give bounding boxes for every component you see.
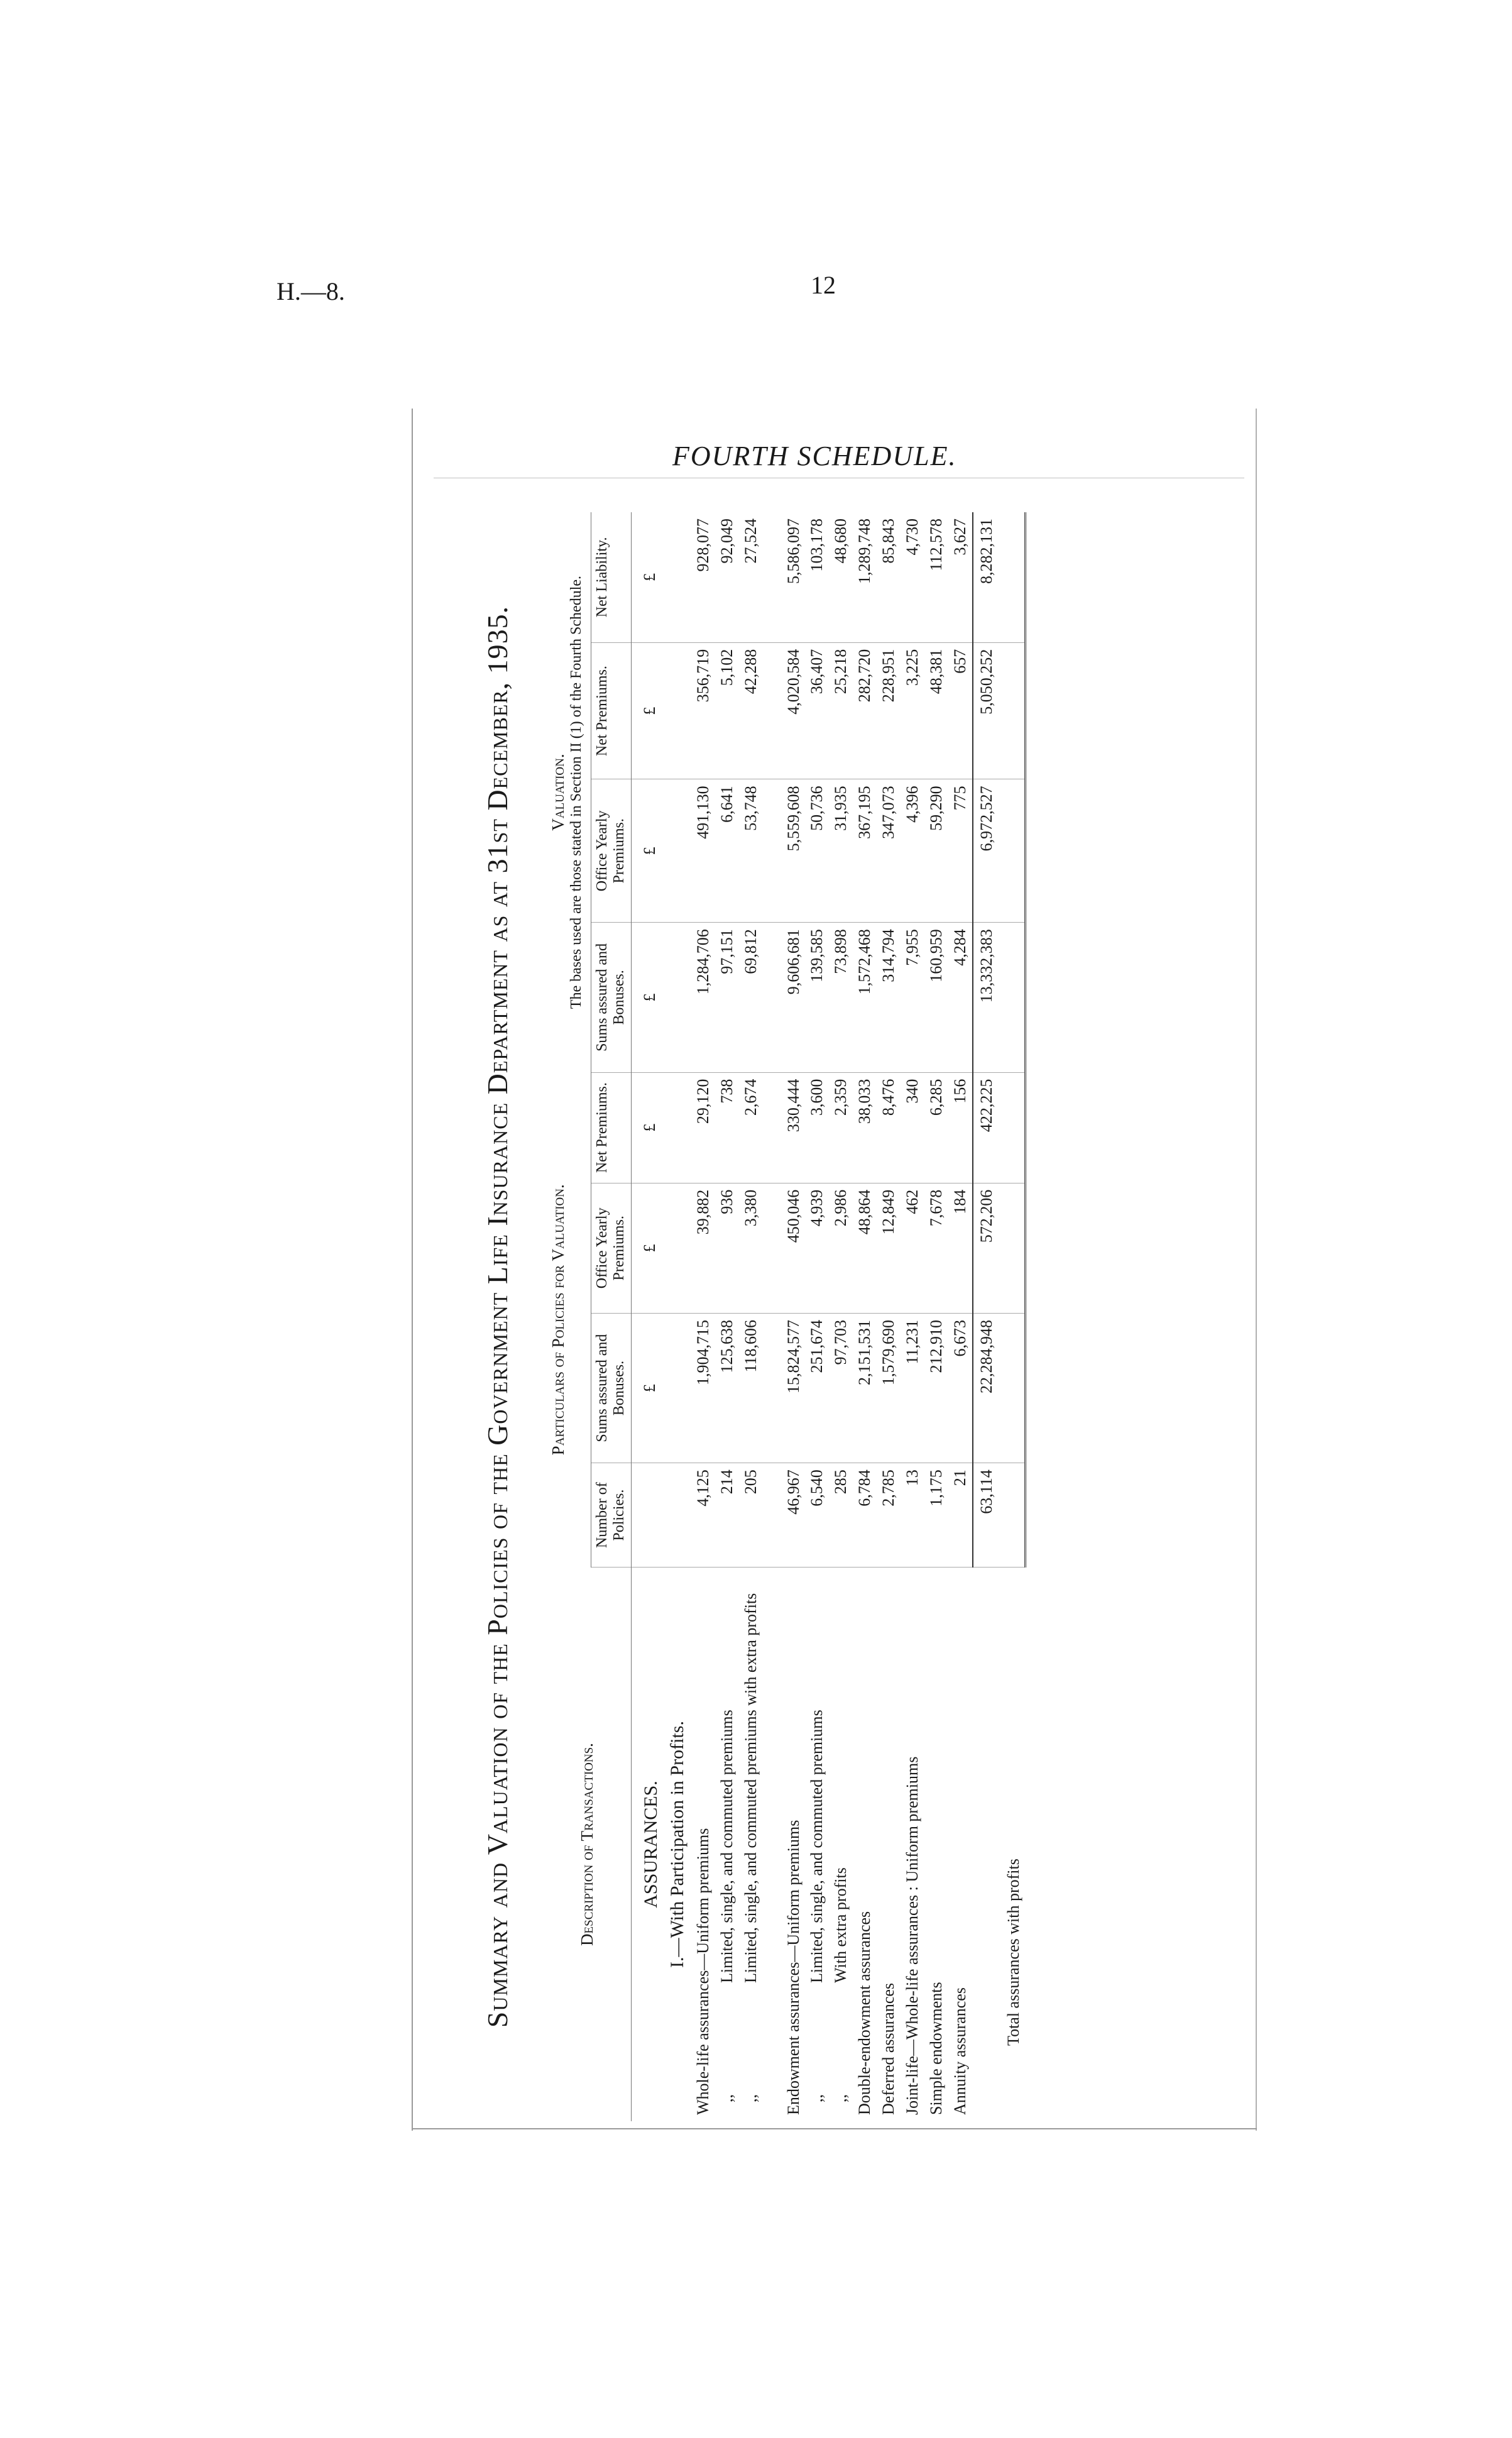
cell-v-sums: 1,284,706 (691, 923, 715, 1072)
cell-v-sums: 139,585 (805, 923, 829, 1072)
currency-sums: £ (631, 1313, 664, 1463)
currency-v-office: £ (631, 779, 664, 923)
currency-v-net: £ (631, 642, 664, 779)
cell-v-liability: 27,524 (739, 512, 763, 642)
row-label (805, 1568, 829, 2122)
row-label-text: Limited, single, and commuted premiums (808, 1710, 826, 1983)
cell-net-premiums: 6,285 (924, 1072, 948, 1183)
cell-sums: 6,673 (948, 1313, 973, 1463)
valuation-heading: Valuation. (549, 754, 567, 831)
cell-v-net: 4,020,584 (782, 642, 806, 779)
page-header-code: H.—8. (277, 277, 345, 305)
row-label: Double-endowment assurances (855, 1911, 874, 2115)
cell-policies: 205 (739, 1463, 763, 1568)
cell-v-office: 6,972,527 (973, 779, 1026, 923)
currency-office: £ (631, 1183, 664, 1313)
group-header-particulars: Particulars of Policies for Valuation. (544, 1072, 591, 1567)
row-label (739, 1568, 763, 2122)
cell-office-premiums: 572,206 (973, 1183, 1026, 1313)
cell-sums: 1,904,715 (691, 1313, 715, 1463)
cell-v-liability: 103,178 (805, 512, 829, 642)
table-title: Summary and Valuation of the Policies of the Government Life Insurance Department as at 31st December, 1935. (481, 605, 513, 2028)
table-row (829, 512, 853, 2121)
cell-policies: 46,967 (782, 1463, 806, 1568)
cell-v-office: 367,195 (853, 779, 877, 923)
cell-v-liability: 8,282,131 (973, 512, 1026, 642)
subsection-heading-row (664, 512, 691, 2121)
row-label: Annuity assurances (950, 1987, 969, 2115)
cell-v-net: 356,719 (691, 642, 715, 779)
cell-v-liability: 92,049 (715, 512, 739, 642)
cell-sums: 2,151,531 (853, 1313, 877, 1463)
cell-net-premiums: 422,225 (973, 1072, 1026, 1183)
ditto-mark: ,, (717, 2094, 736, 2102)
cell-sums: 97,703 (829, 1313, 853, 1463)
group-header-valuation (544, 512, 591, 1072)
currency-v-liability: £ (631, 512, 664, 642)
cell-v-office: 59,290 (924, 779, 948, 923)
cell-v-liability: 1,289,748 (853, 512, 877, 642)
currency-net: £ (631, 1072, 664, 1183)
table-row (691, 512, 715, 2121)
table-row (877, 512, 901, 2121)
spacer-row (763, 512, 782, 2121)
cell-v-office: 5,559,608 (782, 779, 806, 923)
cell-v-office: 491,130 (691, 779, 715, 923)
cell-policies: 285 (829, 1463, 853, 1568)
row-label: Whole-life assurances—Uniform premiums (693, 1828, 712, 2115)
table-row (924, 512, 948, 2121)
table-row (853, 512, 877, 2121)
row-label: Joint-life—Whole-life assurances : Uniform premiums (902, 1756, 921, 2115)
description-header: Description of Transactions. (544, 1568, 631, 2122)
cell-v-liability: 3,627 (948, 512, 973, 642)
cell-v-net: 42,288 (739, 642, 763, 779)
cell-office-premiums: 39,882 (691, 1183, 715, 1313)
col-header-valuation-net: Net Premiums. (591, 642, 631, 779)
cell-net-premiums: 156 (948, 1072, 973, 1183)
cell-sums: 118,606 (739, 1313, 763, 1463)
cell-v-net: 5,050,252 (973, 642, 1026, 779)
cell-v-sums: 160,959 (924, 923, 948, 1072)
cell-net-premiums: 8,476 (877, 1072, 901, 1183)
frame-rule-bottom (412, 2128, 1257, 2129)
valuation-note: The bases used are those stated in Section II (1) of the Fourth Schedule. (568, 575, 585, 1009)
cell-net-premiums: 38,033 (853, 1072, 877, 1183)
row-label-text: With extra profits (831, 1867, 850, 1983)
frame-rule-right (1256, 409, 1257, 2131)
cell-sums: 11,231 (901, 1313, 924, 1463)
cell-v-liability: 5,586,097 (782, 512, 806, 642)
cell-sums: 251,674 (805, 1313, 829, 1463)
col-header-net-liability: Net Liability. (591, 512, 631, 642)
cell-v-net: 5,102 (715, 642, 739, 779)
cell-v-sums: 69,812 (739, 923, 763, 1072)
cell-v-office: 53,748 (739, 779, 763, 923)
cell-office-premiums: 7,678 (924, 1183, 948, 1313)
cell-office-premiums: 462 (901, 1183, 924, 1313)
cell-v-net: 36,407 (805, 642, 829, 779)
cell-net-premiums: 2,359 (829, 1072, 853, 1183)
cell-v-office: 50,736 (805, 779, 829, 923)
cell-v-net: 25,218 (829, 642, 853, 779)
cell-office-premiums: 3,380 (739, 1183, 763, 1313)
ditto-mark: ,, (831, 2094, 850, 2102)
currency-v-sums: £ (631, 923, 664, 1072)
cell-net-premiums: 340 (901, 1072, 924, 1183)
cell-v-net: 48,381 (924, 642, 948, 779)
cell-net-premiums: 330,444 (782, 1072, 806, 1183)
frame-rule-left (412, 409, 413, 2131)
subsection-heading: I.—With Participation in Profits. (667, 1721, 688, 1968)
cell-sums: 125,638 (715, 1313, 739, 1463)
col-header-office-premiums: Office Yearly Premiums. (591, 1183, 631, 1313)
row-label-text: Limited, single, and commuted premiums with extra profits (741, 1593, 760, 1983)
cell-policies: 6,540 (805, 1463, 829, 1568)
cell-net-premiums: 29,120 (691, 1072, 715, 1183)
cell-office-premiums: 184 (948, 1183, 973, 1313)
cell-v-office: 775 (948, 779, 973, 923)
row-label: Deferred assurances (879, 1982, 898, 2115)
row-label-text: Limited, single, and commuted premiums (717, 1710, 736, 1983)
cell-net-premiums: 3,600 (805, 1072, 829, 1183)
cell-office-premiums: 2,986 (829, 1183, 853, 1313)
cell-v-sums: 1,572,468 (853, 923, 877, 1072)
ditto-mark: ,, (741, 2094, 760, 2102)
section-heading-row (631, 512, 664, 2121)
cell-policies: 1,175 (924, 1463, 948, 1568)
cell-policies: 13 (901, 1463, 924, 1568)
ditto-mark: ,, (808, 2094, 826, 2102)
cell-net-premiums: 2,674 (739, 1072, 763, 1183)
cell-v-office: 6,641 (715, 779, 739, 923)
cell-sums: 22,284,948 (973, 1313, 1026, 1463)
cell-v-sums: 4,284 (948, 923, 973, 1072)
col-header-valuation-office: Office Yearly Premiums. (591, 779, 631, 923)
row-label (715, 1568, 739, 2122)
table-row (948, 512, 973, 2121)
table-row (782, 512, 806, 2121)
cell-v-liability: 48,680 (829, 512, 853, 642)
total-row (973, 512, 1026, 2121)
row-label: Simple endowments (926, 1982, 945, 2115)
cell-net-premiums: 738 (715, 1072, 739, 1183)
page-number: 12 (811, 271, 836, 299)
col-header-policies: Number of Policies. (591, 1463, 631, 1568)
cell-policies: 4,125 (691, 1463, 715, 1568)
cell-v-net: 228,951 (877, 642, 901, 779)
cell-policies: 63,114 (973, 1463, 1026, 1568)
cell-policies: 2,785 (877, 1463, 901, 1568)
cell-v-office: 4,396 (901, 779, 924, 923)
row-label: Endowment assurances—Uniform premiums (784, 1820, 803, 2115)
schedule-label: FOURTH SCHEDULE. (672, 441, 957, 471)
cell-policies: 6,784 (853, 1463, 877, 1568)
row-label: Total assurances with profits (1004, 1859, 1022, 2046)
cell-office-premiums: 12,849 (877, 1183, 901, 1313)
col-header-sums: Sums assured and Bonuses. (591, 1313, 631, 1463)
cell-v-sums: 97,151 (715, 923, 739, 1072)
cell-sums: 1,579,690 (877, 1313, 901, 1463)
cell-v-sums: 9,606,681 (782, 923, 806, 1072)
table-row (901, 512, 924, 2121)
cell-v-liability: 112,578 (924, 512, 948, 642)
table-row (715, 512, 739, 2121)
col-header-net-premiums: Net Premiums. (591, 1072, 631, 1183)
cell-v-sums: 7,955 (901, 923, 924, 1072)
section-heading: ASSURANCES. (640, 1781, 661, 1908)
cell-office-premiums: 450,046 (782, 1183, 806, 1313)
col-header-valuation-sums: Sums assured and Bonuses. (591, 923, 631, 1072)
cell-policies: 21 (948, 1463, 973, 1568)
cell-v-sums: 314,794 (877, 923, 901, 1072)
valuation-table (544, 512, 1026, 2121)
cell-v-liability: 85,843 (877, 512, 901, 642)
cell-office-premiums: 4,939 (805, 1183, 829, 1313)
cell-sums: 15,824,577 (782, 1313, 806, 1463)
cell-v-office: 347,073 (877, 779, 901, 923)
cell-sums: 212,910 (924, 1313, 948, 1463)
cell-v-liability: 928,077 (691, 512, 715, 642)
cell-v-office: 31,935 (829, 779, 853, 923)
cell-office-premiums: 936 (715, 1183, 739, 1313)
cell-v-net: 282,720 (853, 642, 877, 779)
cell-v-sums: 13,332,383 (973, 923, 1026, 1072)
cell-v-liability: 4,730 (901, 512, 924, 642)
rotated-table-container (468, 512, 1210, 2121)
table-row (739, 512, 763, 2121)
cell-office-premiums: 48,864 (853, 1183, 877, 1313)
cell-v-net: 3,225 (901, 642, 924, 779)
table-row (805, 512, 829, 2121)
row-label (829, 1568, 853, 2122)
cell-v-net: 657 (948, 642, 973, 779)
cell-policies: 214 (715, 1463, 739, 1568)
cell-v-sums: 73,898 (829, 923, 853, 1072)
